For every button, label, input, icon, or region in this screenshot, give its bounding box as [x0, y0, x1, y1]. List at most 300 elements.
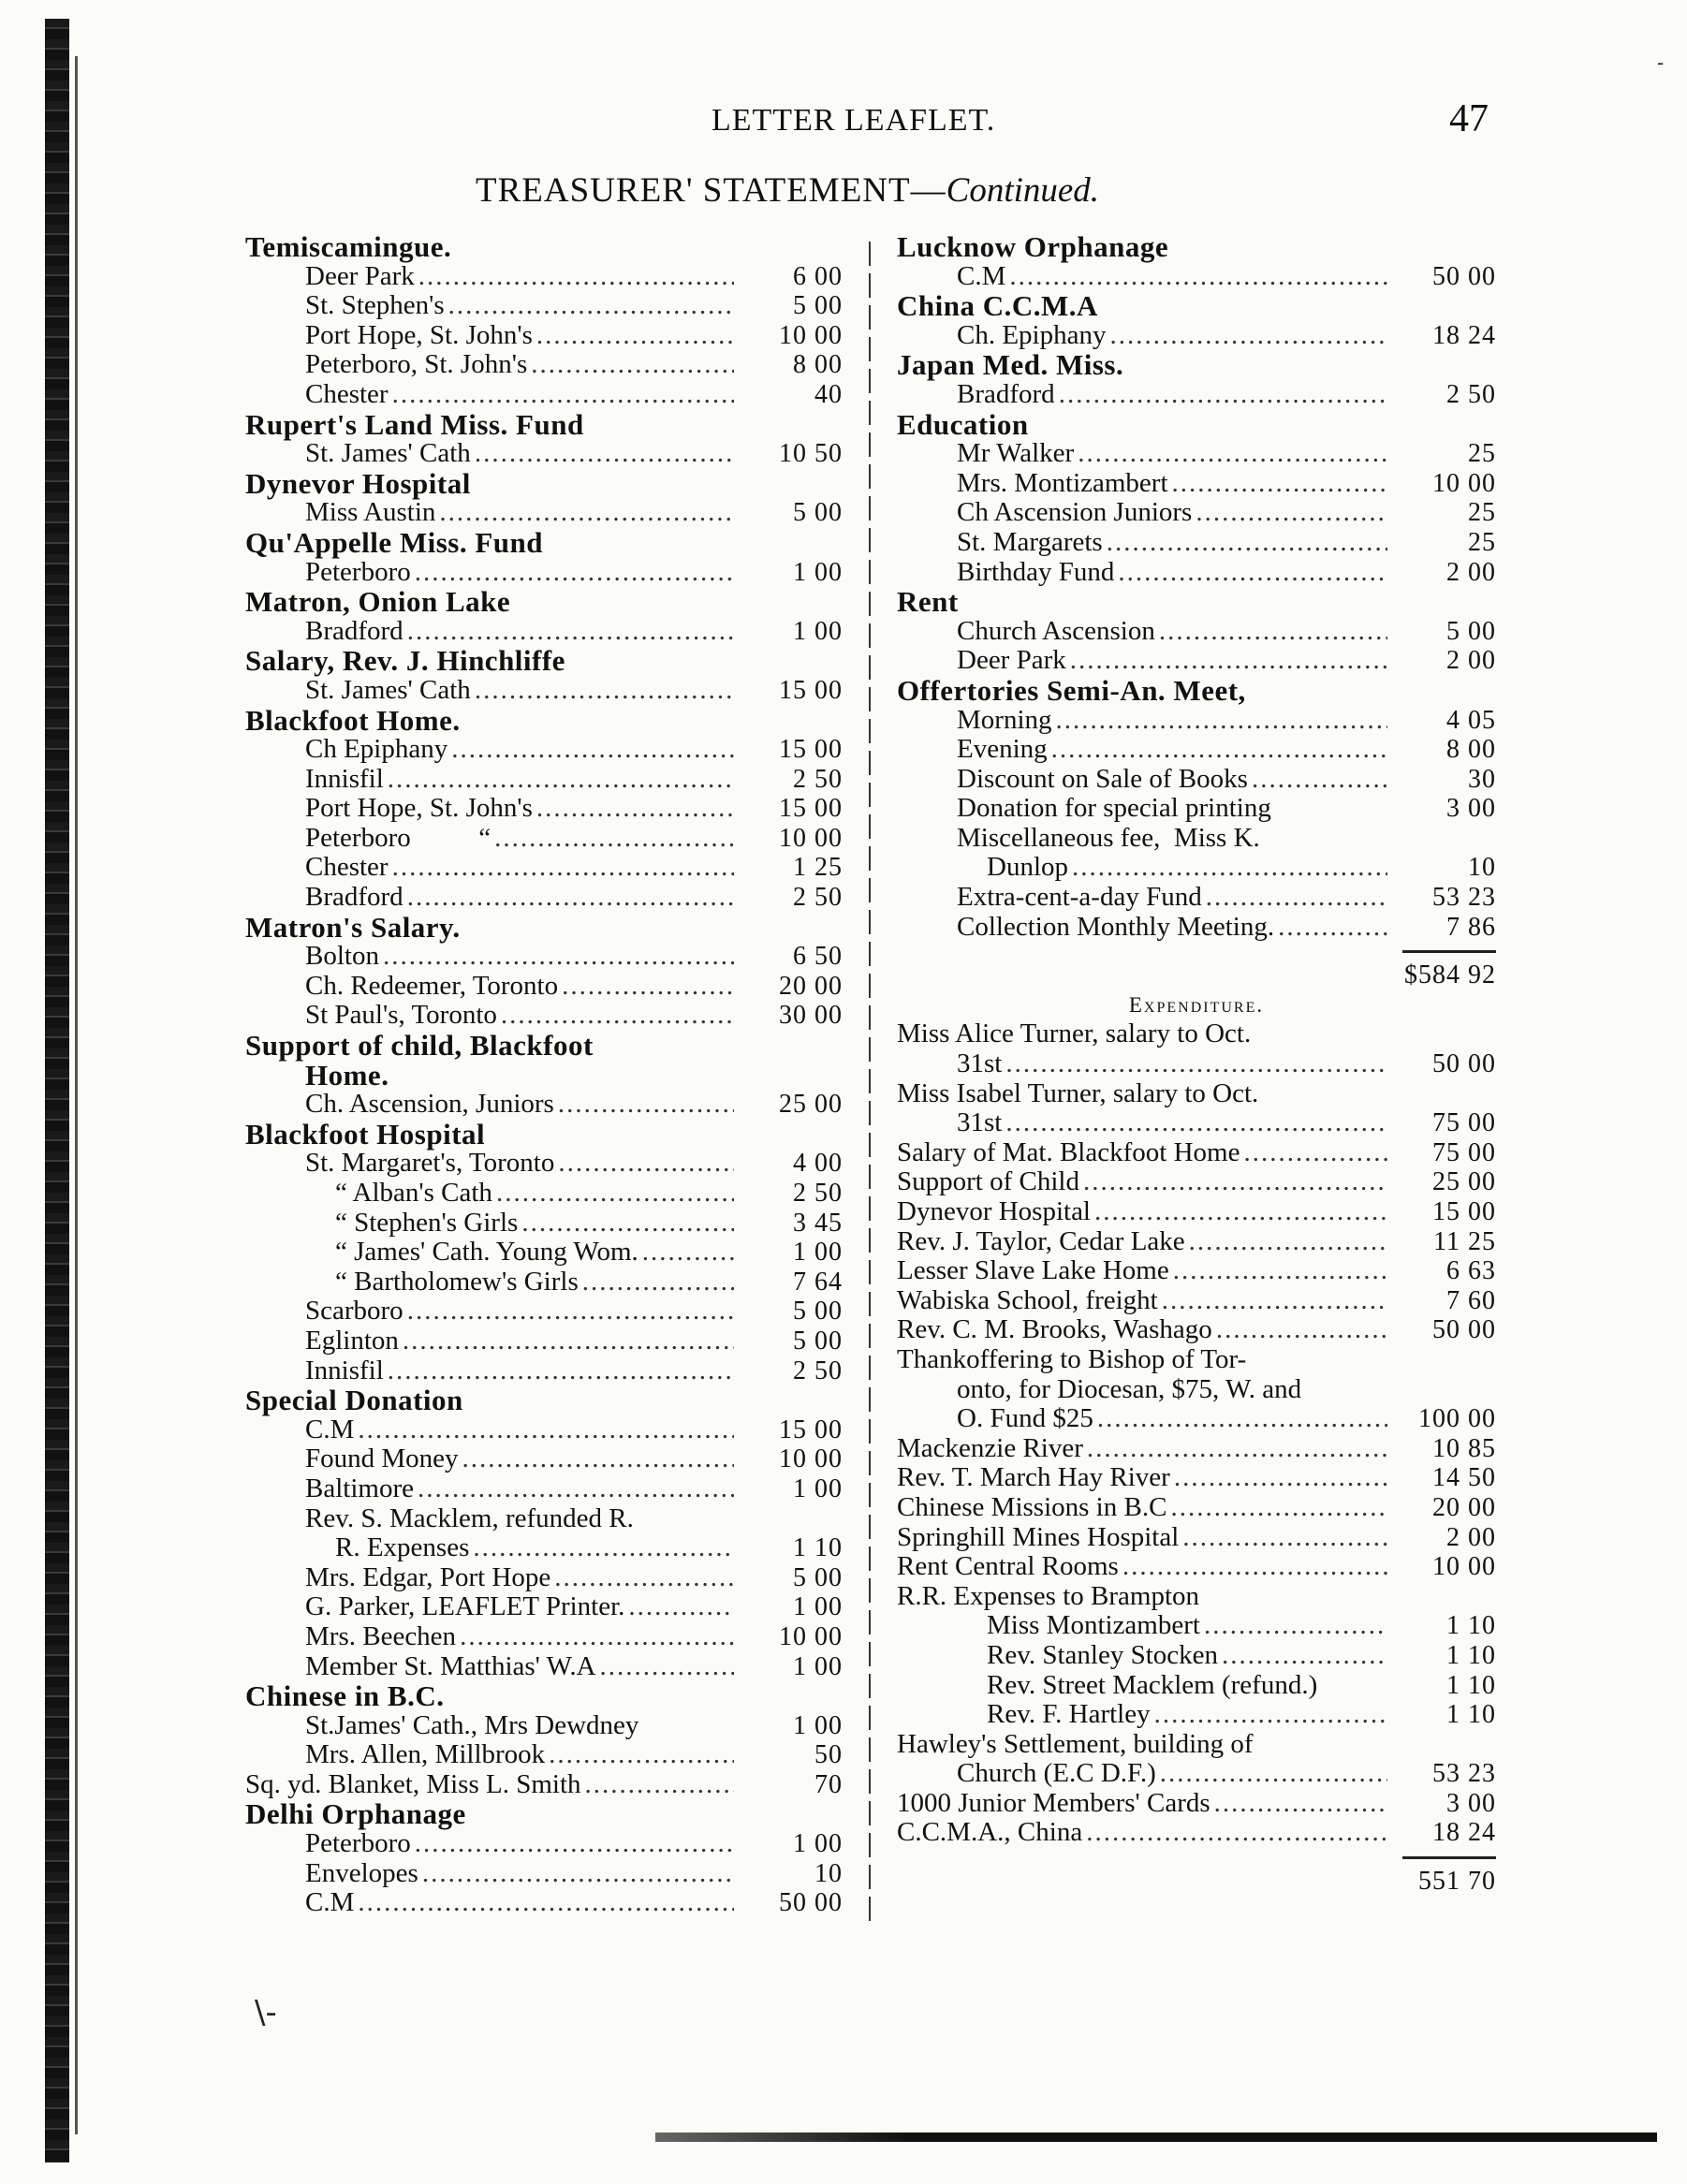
- ledger-label: Rev. Street Macklem (refund.): [987, 1669, 1318, 1700]
- ledger-label: Port Hope, St. John's: [305, 793, 533, 824]
- ledger-label: Lesser Slave Lake Home: [897, 1255, 1169, 1286]
- ledger-amount: 8 00: [1446, 735, 1496, 765]
- ledger-row: [245, 291, 843, 321]
- ledger-label: C.M: [305, 1887, 355, 1918]
- leader-dots: [1204, 1611, 1387, 1641]
- ledger-label: Sq. yd. Blanket, Miss L. Smith: [245, 1768, 581, 1799]
- ledger-row: [897, 1730, 1496, 1760]
- ledger-amount: 2 00: [1446, 646, 1496, 676]
- leader-dots: [642, 1238, 734, 1268]
- ledger-row: [245, 1888, 843, 1918]
- ledger-label: Miscellaneous fee, Miss K.: [957, 822, 1260, 853]
- ledger-row: [245, 1859, 843, 1889]
- ledger-amount: 53 23: [1432, 883, 1496, 913]
- ledger-label: Collection Monthly Meeting.: [957, 911, 1275, 942]
- ledger-label: Bolton: [305, 941, 379, 972]
- scan-speck: \-: [255, 1994, 277, 2031]
- total-row: [897, 960, 1496, 990]
- ledger-row: [245, 972, 843, 1002]
- ledger-row: [245, 1149, 843, 1179]
- ledger-label: 31st: [957, 1107, 1003, 1138]
- ledger-amount: 1 10: [1446, 1640, 1496, 1670]
- ledger-row: [897, 1256, 1496, 1286]
- ledger-amount: 6 50: [793, 942, 843, 972]
- leader-dots: [562, 972, 734, 1002]
- ledger-label: Deer Park: [957, 645, 1066, 676]
- ledger-row: [245, 1001, 843, 1031]
- ledger-label: Rev. J. Taylor, Cedar Lake: [897, 1225, 1185, 1256]
- ledger-row: [245, 1327, 843, 1356]
- leader-dots: [407, 883, 734, 913]
- ledger-amount: 5 00: [793, 1562, 843, 1592]
- ledger-label: Church Ascension: [957, 615, 1155, 646]
- ledger-amount: 25 00: [1432, 1167, 1496, 1197]
- ledger-amount: 7 86: [1446, 912, 1496, 942]
- ledger-label: Rev. F. Hartley: [987, 1699, 1151, 1730]
- ledger-label: Extra-cent-a-day Fund: [957, 882, 1202, 913]
- leader-dots: [1214, 1789, 1387, 1819]
- ledger-label: Wabiska School, freight: [897, 1284, 1158, 1315]
- leader-dots: [1056, 706, 1388, 736]
- ledger-row: [897, 765, 1496, 795]
- ledger-row: [897, 439, 1496, 469]
- ledger-label: Church (E.C D.F.): [957, 1758, 1156, 1789]
- leader-dots: [392, 380, 734, 410]
- ledger-amount: 1 10: [1446, 1700, 1496, 1730]
- leader-dots: [1005, 1049, 1387, 1079]
- ledger-label: “ Alban's Cath: [335, 1178, 492, 1208]
- ledger-label: Dunlop: [987, 852, 1068, 883]
- leader-dots: [439, 498, 734, 528]
- ledger-label: Ch. Ascension, Juniors: [305, 1089, 554, 1120]
- ledger-label: Chester: [305, 378, 389, 409]
- leader-dots: [1162, 1286, 1387, 1316]
- leader-dots: [451, 735, 734, 765]
- ledger-amount: 7 60: [1446, 1285, 1496, 1315]
- ledger-label: Mackenzie River: [897, 1432, 1083, 1463]
- ledger-amount: 3 45: [793, 1208, 843, 1238]
- receipts-column-left: [245, 232, 843, 1918]
- ledger-label: C.M: [957, 260, 1006, 291]
- section-heading: Qu'Appelle Miss. Fund: [245, 525, 543, 559]
- leader-dots: [1222, 1641, 1387, 1671]
- ledger-amount: 2 50: [793, 1179, 843, 1208]
- ledger-row: [897, 1818, 1496, 1848]
- ledger-label: 31st: [957, 1048, 1003, 1079]
- leader-dots: [1189, 1227, 1387, 1257]
- ledger-row: [897, 913, 1496, 943]
- binding-shadow: [75, 56, 78, 2134]
- ledger-amount: 15 00: [779, 1414, 843, 1444]
- ledger-amount: 40: [814, 379, 843, 409]
- ledger-label: Chester: [305, 852, 389, 883]
- ledger-label: Mrs. Beechen: [305, 1620, 457, 1651]
- section-heading: Lucknow Orphanage: [897, 230, 1169, 263]
- leader-dots: [1278, 913, 1387, 943]
- ledger-amount: 25 00: [779, 1090, 843, 1120]
- section-heading: Matron's Salary.: [245, 910, 461, 944]
- ledger-amount: 1 00: [793, 557, 843, 587]
- ledger-amount: 50 00: [1432, 1049, 1496, 1079]
- ledger-amount: 5 00: [1446, 616, 1496, 646]
- ledger-row: [245, 1415, 843, 1445]
- leader-dots: [1078, 439, 1387, 469]
- ledger-amount: 2 50: [793, 764, 843, 794]
- section-heading: Blackfoot Hospital: [245, 1117, 486, 1151]
- ledger-label: Scarboro: [305, 1296, 403, 1327]
- section-heading: Education: [897, 407, 1029, 441]
- leader-dots: [531, 350, 734, 380]
- section-heading: Support of child, Blackfoot: [245, 1029, 594, 1063]
- section-heading: Temiscamingue.: [245, 230, 452, 263]
- ledger-amount: 50 00: [1432, 1315, 1496, 1345]
- ledger-label: Bradford: [305, 882, 403, 913]
- ledger-amount: 10 00: [779, 823, 843, 853]
- ledger-row: [245, 942, 843, 972]
- ledger-label: St.James' Cath., Mrs Dewdney: [305, 1709, 639, 1740]
- leader-dots: [549, 1740, 734, 1770]
- ledger-label: 1000 Junior Members' Cards: [897, 1787, 1210, 1818]
- leader-dots: [501, 1001, 734, 1031]
- ledger-label: R. Expenses: [335, 1532, 470, 1563]
- ledger-amount: 50 00: [779, 1888, 843, 1918]
- ledger-label: C.C.M.A., China: [897, 1817, 1083, 1848]
- ledger-row: [897, 1286, 1496, 1316]
- ledger-row: [897, 1611, 1496, 1641]
- leader-dots: [1160, 1759, 1387, 1789]
- leader-dots: [358, 1888, 734, 1918]
- leader-dots: [407, 1297, 734, 1327]
- ledger-amount: 1 00: [793, 1829, 843, 1859]
- leader-dots: [1196, 498, 1387, 528]
- ledger-amount: 3 00: [1446, 1788, 1496, 1818]
- ledger-row: [245, 1090, 843, 1120]
- ledger-row: [897, 1167, 1496, 1197]
- ledger-amount: 25: [1468, 498, 1496, 528]
- ledger-row: [245, 794, 843, 824]
- ledger-label: Springhill Mines Hospital: [897, 1521, 1180, 1552]
- ledger-label: Peterboro: [305, 1828, 411, 1859]
- ledger-amount: 75 00: [1432, 1137, 1496, 1167]
- ledger-row: [897, 1789, 1496, 1819]
- section-heading: Matron, Onion Lake: [245, 585, 511, 619]
- leader-dots: [585, 1770, 734, 1800]
- ledger-label: Miss Montizambert: [987, 1610, 1200, 1641]
- section-heading: China C.C.M.A: [897, 289, 1098, 323]
- ledger-row: [897, 883, 1496, 913]
- ledger-amount: 20 00: [1432, 1492, 1496, 1522]
- ledger-amount: 1 25: [793, 853, 843, 883]
- section-heading: Japan Med. Miss.: [897, 348, 1124, 382]
- ledger-amount: 18 24: [1432, 1818, 1496, 1848]
- ledger-label: Peterboro: [305, 556, 411, 587]
- ledger-row: [897, 646, 1496, 676]
- ledger-label: Bradford: [957, 378, 1055, 409]
- receipts-expenditure-column-right: [897, 232, 1496, 1897]
- ledger-row: [245, 1740, 843, 1770]
- ledger-amount: 70: [814, 1769, 843, 1799]
- ledger-row: [897, 617, 1496, 647]
- ledger-label: St. James' Cath: [305, 674, 471, 705]
- leader-dots: [1072, 853, 1387, 883]
- leader-dots: [1083, 1167, 1387, 1197]
- leader-dots: [388, 765, 734, 795]
- ledger-amount: 30 00: [779, 1001, 843, 1031]
- ledger-label: St Paul's, Toronto: [305, 1000, 497, 1031]
- leader-dots: [418, 262, 734, 292]
- ledger-row: [897, 1345, 1496, 1375]
- leader-dots: [1051, 735, 1387, 765]
- ledger-label: Discount on Sale of Books: [957, 763, 1248, 794]
- ledger-row: [897, 794, 1496, 824]
- section-heading: Rent: [897, 585, 959, 619]
- ledger-amount: 50: [814, 1740, 843, 1770]
- ledger-amount: 2 50: [793, 1356, 843, 1385]
- ledger-label: Eglinton: [305, 1325, 399, 1356]
- ledger-row: [245, 380, 843, 410]
- leader-dots: [536, 321, 734, 351]
- ledger-label: “ James' Cath. Young Wom.: [335, 1237, 638, 1268]
- leader-dots: [1122, 1552, 1387, 1582]
- leader-dots: [1216, 1315, 1387, 1345]
- leader-dots: [1182, 1523, 1387, 1553]
- ledger-row: [245, 558, 843, 588]
- running-head: LETTER LEAFLET.: [711, 103, 996, 138]
- leader-dots: [1059, 380, 1387, 410]
- leader-dots: [358, 1415, 734, 1445]
- ledger-label: Morning: [957, 704, 1052, 735]
- ledger-label: St. Stephen's: [305, 290, 445, 321]
- ledger-row: [245, 735, 843, 765]
- leader-dots: [460, 1622, 734, 1652]
- ledger-row: [245, 1533, 843, 1563]
- ledger-row: [245, 1563, 843, 1593]
- ledger-label: Mr Walker: [957, 438, 1075, 469]
- ledger-amount: 3 00: [1446, 794, 1496, 824]
- ledger-row: [897, 1404, 1496, 1434]
- ledger-amount: 4 05: [1446, 705, 1496, 735]
- ledger-label: Rev. S. Macklem, refunded R.: [305, 1502, 634, 1533]
- ledger-row: [897, 1108, 1496, 1138]
- leader-dots: [536, 794, 734, 824]
- ledger-row: [245, 1268, 843, 1297]
- leader-dots: [558, 1149, 734, 1179]
- leader-dots: [418, 1474, 734, 1504]
- ledger-amount: 6 00: [793, 261, 843, 291]
- ledger-row: [245, 1770, 843, 1800]
- ledger-label: Chinese Missions in B.C: [897, 1491, 1167, 1522]
- ledger-amount: 1 10: [1446, 1670, 1496, 1700]
- ledger-row: [245, 1474, 843, 1504]
- ledger-amount: 15 00: [1432, 1197, 1496, 1226]
- ledger-amount: 1 00: [793, 1710, 843, 1740]
- ledger-amount: 75 00: [1432, 1108, 1496, 1138]
- section-heading: Special Donation: [245, 1384, 463, 1417]
- ledger-amount: 5 00: [793, 291, 843, 321]
- leader-dots: [1243, 1138, 1387, 1168]
- ledger-row: [897, 1582, 1496, 1612]
- ledger-label: Mrs. Edgar, Port Hope: [305, 1561, 551, 1592]
- ledger-label: “ Stephen's Girls: [335, 1207, 519, 1238]
- ledger-label: onto, for Diocesan, $75, W. and: [957, 1373, 1302, 1404]
- ledger-row: [897, 380, 1496, 410]
- ledger-label: St. Margaret's, Toronto: [305, 1148, 555, 1179]
- total-rule: [897, 1848, 1496, 1867]
- ledger-label: Innisfil: [305, 763, 384, 794]
- ledger-label: “ Bartholomew's Girls: [335, 1266, 579, 1297]
- ledger-label: Peterboro “: [305, 822, 491, 853]
- ledger-amount: 14 50: [1432, 1463, 1496, 1493]
- ledger-label: Evening: [957, 734, 1048, 765]
- ledger-amount: 1 00: [793, 1651, 843, 1681]
- section-heading: Chinese in B.C.: [245, 1679, 445, 1713]
- ledger-row: [245, 321, 843, 351]
- ledger-row: [897, 498, 1496, 528]
- leader-dots: [403, 1327, 734, 1356]
- ledger-label: Thankoffering to Bishop of Tor-: [897, 1343, 1247, 1374]
- ledger-label: Rev. T. March Hay River: [897, 1462, 1170, 1493]
- ledger-row: [245, 765, 843, 795]
- ledger-amount: 10 00: [779, 1444, 843, 1474]
- leader-dots: [1170, 1493, 1387, 1523]
- leader-dots: [415, 1829, 734, 1859]
- page-title-main: TREASURER' STATEMENT—: [476, 171, 946, 210]
- ledger-row: [245, 1179, 843, 1209]
- ledger-row: [245, 439, 843, 469]
- ledger-row: [245, 262, 843, 292]
- leader-dots: [1172, 469, 1387, 499]
- ledger-label: G. Parker, LEAFLET Printer.: [305, 1591, 625, 1622]
- column-divider: [869, 242, 871, 1927]
- ledger-row: [245, 1622, 843, 1652]
- ledger-label: C.M: [305, 1414, 355, 1444]
- leader-dots: [1252, 765, 1387, 795]
- ledger-label: Baltimore: [305, 1473, 414, 1503]
- ledger-row: [897, 528, 1496, 558]
- leader-dots: [1094, 1197, 1387, 1227]
- leader-dots: [1070, 646, 1387, 676]
- ledger-row: [245, 1652, 843, 1682]
- ledger-label: Ch Epiphany: [305, 734, 448, 765]
- page-title: [476, 170, 1099, 211]
- ledger-row: [245, 617, 843, 647]
- ledger-row: [897, 1671, 1496, 1701]
- ledger-amount: 1 00: [793, 1473, 843, 1503]
- ledger-row: [245, 498, 843, 528]
- ledger-label: St. James' Cath: [305, 438, 471, 469]
- expenditure-heading: Expenditure.: [1128, 992, 1265, 1017]
- leader-dots: [462, 1444, 734, 1474]
- ledger-amount: 15 00: [779, 675, 843, 705]
- ledger-amount: 6 63: [1446, 1256, 1496, 1286]
- ledger-amount: 8 00: [793, 350, 843, 380]
- section-heading: Delhi Orphanage: [245, 1797, 466, 1831]
- ledger-label: Donation for special printing: [957, 793, 1271, 824]
- leader-dots: [392, 853, 734, 883]
- ledger-amount: 10 00: [1432, 1552, 1496, 1582]
- ledger-row: [897, 1493, 1496, 1523]
- ledger-amount: 2 00: [1446, 1522, 1496, 1552]
- ledger-amount: 10 50: [779, 439, 843, 469]
- ledger-row: [245, 1592, 843, 1622]
- ledger-amount: 1 00: [793, 1238, 843, 1268]
- ledger-row: [245, 1504, 843, 1534]
- total-amount: $584 92: [1404, 960, 1496, 990]
- leader-dots: [582, 1268, 734, 1297]
- ledger-row: [245, 1829, 843, 1859]
- ledger-label: Birthday Fund: [957, 556, 1115, 587]
- ledger-amount: 10 85: [1432, 1433, 1496, 1463]
- leader-dots: [1206, 883, 1387, 913]
- ledger-amount: 10: [814, 1858, 843, 1888]
- leader-dots: [494, 824, 734, 854]
- ledger-row: [897, 1434, 1496, 1464]
- binding-edge: [45, 19, 69, 2162]
- ledger-row: [245, 1711, 843, 1741]
- ledger-amount: 50 00: [1432, 261, 1496, 291]
- ledger-row: [245, 1356, 843, 1386]
- page-title-continued: Continued.: [946, 171, 1100, 210]
- ledger-row: [245, 676, 843, 706]
- ledger-row: [245, 883, 843, 913]
- ledger-label: St. Margarets: [957, 526, 1103, 557]
- leader-dots: [558, 1090, 734, 1120]
- ledger-amount: 15 00: [779, 794, 843, 824]
- leader-dots: [1174, 1463, 1387, 1493]
- ledger-row: [897, 1641, 1496, 1671]
- section-heading: Blackfoot Home.: [245, 703, 461, 737]
- ledger-row: [897, 1079, 1496, 1109]
- ledger-row: [897, 1049, 1496, 1079]
- ledger-amount: 11 25: [1433, 1226, 1496, 1256]
- ledger-amount: 1 10: [1446, 1611, 1496, 1641]
- leader-dots: [1110, 321, 1388, 351]
- total-amount: 551 70: [1418, 1867, 1496, 1897]
- ledger-row: [897, 735, 1496, 765]
- ledger-row: [897, 1197, 1496, 1227]
- ledger-amount: 5 00: [793, 1297, 843, 1327]
- leader-dots: [473, 1533, 734, 1563]
- ledger-row: [245, 1209, 843, 1239]
- ledger-amount: 2 50: [793, 883, 843, 913]
- ledger-label: Found Money: [305, 1444, 459, 1474]
- ledger-label: Ch. Epiphany: [957, 319, 1107, 350]
- ledger-row: [897, 1019, 1496, 1049]
- ledger-amount: 1 00: [793, 1592, 843, 1622]
- total-row: [897, 1867, 1496, 1897]
- ledger-amount: 25: [1468, 527, 1496, 557]
- ledger-label: Rev. C. M. Brooks, Washago: [897, 1314, 1212, 1345]
- leader-dots: [1086, 1818, 1387, 1848]
- leader-dots: [1097, 1404, 1387, 1434]
- ledger-label: Port Hope, St. John's: [305, 319, 533, 350]
- ledger-label: Innisfil: [305, 1355, 384, 1385]
- ledger-row: [897, 1227, 1496, 1257]
- ledger-amount: 30: [1468, 764, 1496, 794]
- ledger-label: Mrs. Montizambert: [957, 467, 1168, 498]
- ledger-label: Peterboro, St. John's: [305, 349, 528, 380]
- ledger-label: Ch. Redeemer, Toronto: [305, 970, 559, 1001]
- ledger-label: Miss Alice Turner, salary to Oct.: [897, 1019, 1252, 1049]
- ledger-amount: 18 24: [1432, 320, 1496, 350]
- ledger-amount: 10: [1468, 853, 1496, 883]
- leader-dots: [388, 1356, 734, 1386]
- ledger-amount: 100 00: [1418, 1404, 1496, 1434]
- ledger-label: Rev. Stanley Stocken: [987, 1639, 1218, 1670]
- ledger-row: [897, 1315, 1496, 1345]
- ledger-row: [897, 1552, 1496, 1582]
- bottom-edge-shadow: [655, 2133, 1657, 2142]
